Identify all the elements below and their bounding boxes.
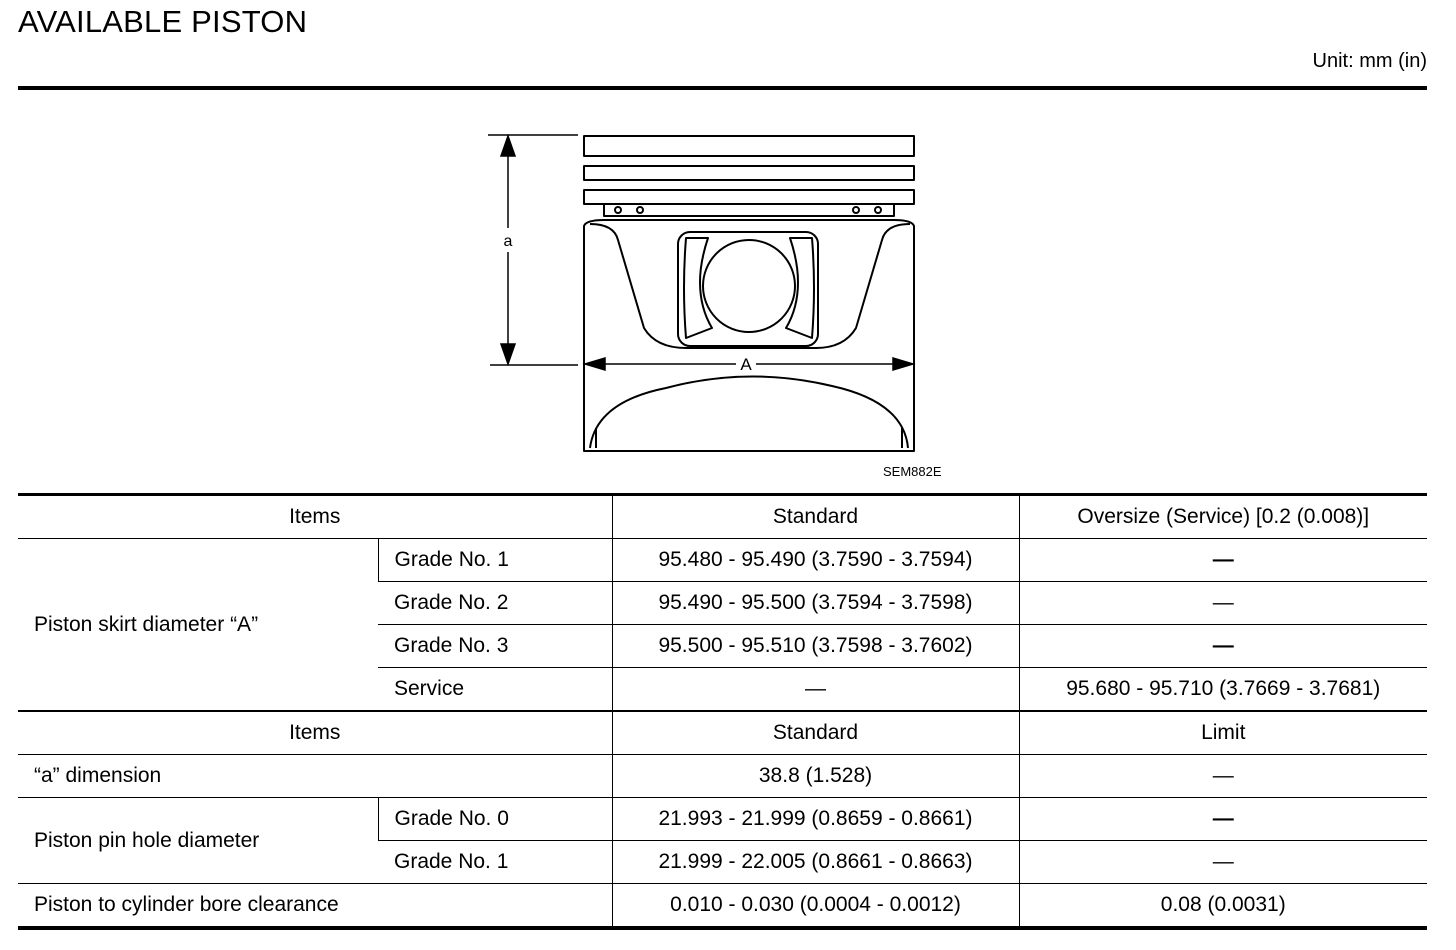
row-standard: 21.993 - 21.999 (0.8659 - 0.8661)	[612, 798, 1019, 841]
table-row	[18, 798, 1427, 841]
oil-ring-land	[604, 204, 894, 216]
dim-a-label: a	[503, 233, 513, 250]
dim-a-arrow-top	[501, 136, 515, 156]
ring-groove-2	[584, 190, 914, 204]
row-oversize: —	[1019, 625, 1427, 668]
row-limit: —	[1019, 755, 1427, 798]
header-standard: Standard	[612, 711, 1019, 755]
piston-diagram	[486, 128, 956, 484]
table-row	[18, 539, 1427, 582]
row-sub-label: Grade No. 1	[378, 539, 612, 582]
table-header-row	[18, 711, 1427, 755]
piston-drawing	[486, 128, 956, 484]
pin-hole-label: Piston pin hole diameter	[18, 798, 378, 884]
skirt-diameter-label: Piston skirt diameter “A”	[18, 539, 378, 712]
oil-hole	[853, 207, 859, 213]
pin-hole	[703, 240, 795, 332]
dim-A-label: A	[740, 355, 752, 374]
a-dimension-label: “a” dimension	[18, 755, 612, 798]
page-title: AVAILABLE PISTON	[18, 4, 308, 39]
row-standard: 38.8 (1.528)	[612, 755, 1019, 798]
pin-boss-left	[684, 238, 712, 338]
row-standard: 95.480 - 95.490 (3.7590 - 3.7594)	[612, 539, 1019, 582]
row-standard: 95.500 - 95.510 (3.7598 - 3.7602)	[612, 625, 1019, 668]
clearance-label: Piston to cylinder bore clearance	[18, 884, 612, 929]
header-limit: Limit	[1019, 711, 1427, 755]
piston-crown	[584, 136, 914, 156]
row-sub-label: Grade No. 0	[378, 798, 612, 841]
row-limit: —	[1019, 798, 1427, 841]
row-sub-label: Grade No. 1	[378, 841, 612, 884]
header-oversize: Oversize (Service) [0.2 (0.008)]	[1019, 495, 1427, 539]
skirt-bottom-arc	[590, 376, 908, 448]
row-standard: 95.490 - 95.500 (3.7594 - 3.7598)	[612, 582, 1019, 625]
unit-label: Unit: mm (in)	[1312, 50, 1427, 72]
piston-skirt	[584, 220, 914, 451]
row-oversize: —	[1019, 582, 1427, 625]
pin-boss-right	[786, 238, 814, 338]
row-standard: 21.999 - 22.005 (0.8661 - 0.8663)	[612, 841, 1019, 884]
row-standard: —	[612, 668, 1019, 712]
oil-hole	[615, 207, 621, 213]
oil-hole	[875, 207, 881, 213]
dim-a-arrow-bottom	[501, 344, 515, 364]
figure-code: SEM882E	[883, 464, 942, 479]
row-oversize: 95.680 - 95.710 (3.7669 - 3.7681)	[1019, 668, 1427, 712]
table-row	[18, 884, 1427, 929]
skirt-recess	[590, 224, 910, 348]
header-items: Items	[18, 495, 612, 539]
dim-A-arrow-right	[893, 358, 913, 370]
row-sub-label: Service	[378, 668, 612, 712]
row-limit: —	[1019, 841, 1427, 884]
row-oversize: —	[1019, 539, 1427, 582]
table-header-row	[18, 495, 1427, 539]
ring-groove-1	[584, 166, 914, 180]
dim-A-arrow-left	[585, 358, 605, 370]
row-sub-label: Grade No. 2	[378, 582, 612, 625]
oil-hole	[637, 207, 643, 213]
row-limit: 0.08 (0.0031)	[1019, 884, 1427, 929]
header-items: Items	[18, 711, 612, 755]
title-divider	[18, 86, 1427, 90]
row-sub-label: Grade No. 3	[378, 625, 612, 668]
piston-spec-table	[18, 493, 1427, 930]
header-standard: Standard	[612, 495, 1019, 539]
table-row	[18, 755, 1427, 798]
row-standard: 0.010 - 0.030 (0.0004 - 0.0012)	[612, 884, 1019, 929]
